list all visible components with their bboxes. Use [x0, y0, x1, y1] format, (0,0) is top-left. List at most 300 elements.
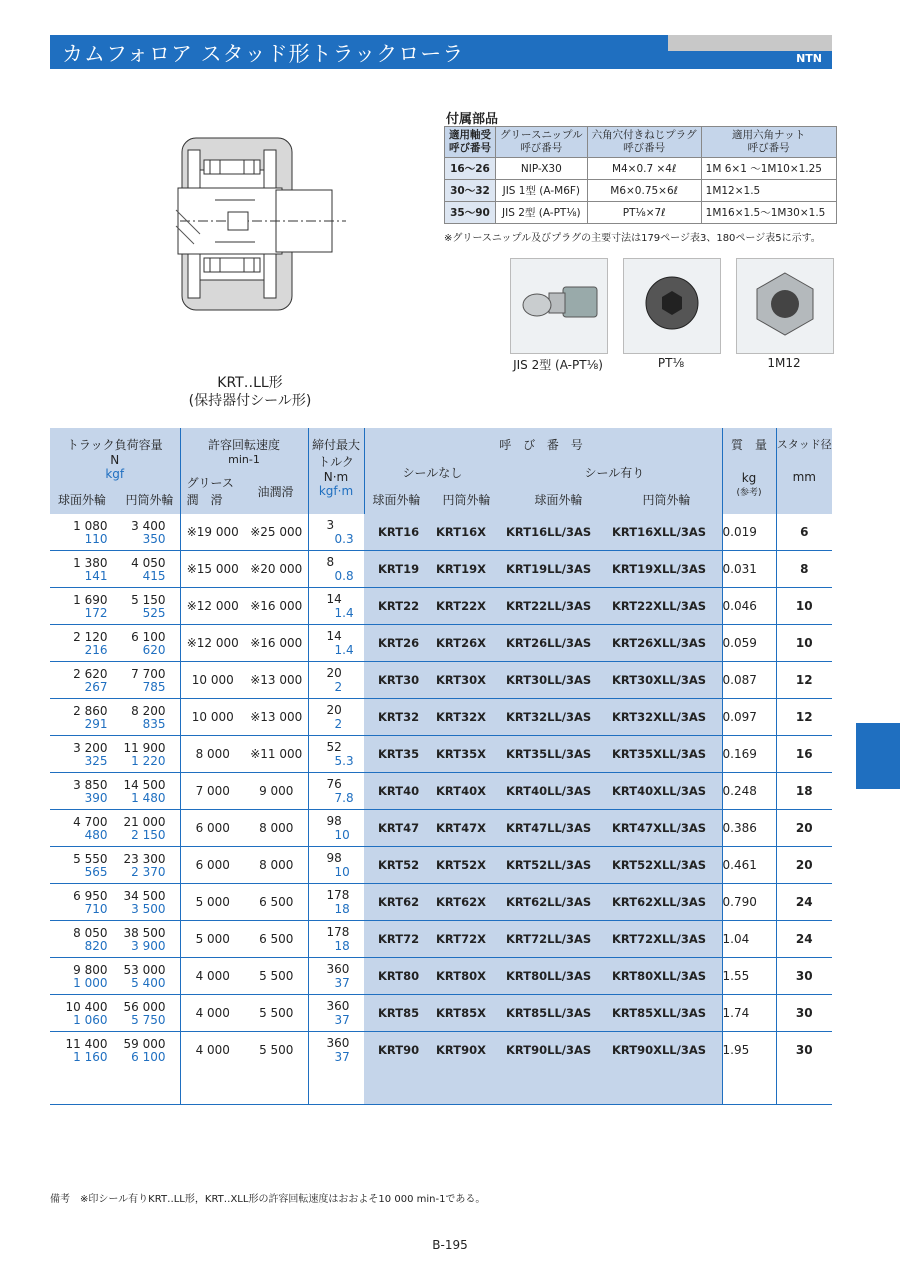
code-seal-spherical: KRT52LL/3AS	[502, 847, 606, 884]
table-row	[50, 995, 832, 1032]
code-noseal-cylindrical: KRT22X	[430, 588, 502, 625]
load-kgf-spherical: 1 060	[73, 1013, 108, 1027]
code-seal-cylindrical: KRT52XLL/3AS	[606, 847, 722, 884]
header-code-sub4: 円筒外輪	[642, 493, 691, 507]
page-title: カムフォロア スタッド形トラックローラ	[62, 42, 465, 66]
acc-row	[445, 202, 837, 224]
mass: 1.95	[722, 1032, 776, 1069]
torque-nm: 3	[326, 518, 335, 532]
header-speed-title: 許容回転速度	[208, 438, 281, 452]
load-n-cylindrical: 34 500	[123, 889, 166, 903]
load-capacity	[50, 958, 180, 995]
load-n-spherical: 6 950	[73, 889, 108, 903]
table-row	[50, 1032, 832, 1069]
acc-nipple: JIS 1型 (A-M6F)	[496, 180, 588, 202]
load-kgf-spherical: 1 000	[73, 976, 108, 990]
load-n-cylindrical: 11 900	[123, 741, 166, 755]
mass: 0.461	[722, 847, 776, 884]
load-n-cylindrical: 59 000	[123, 1037, 166, 1051]
load-kgf-spherical: 216	[84, 643, 108, 657]
load-kgf-cylindrical: 1 220	[131, 754, 166, 768]
mass: 0.386	[722, 810, 776, 847]
stud-diameter: 12	[776, 699, 832, 736]
hex-nut-icon	[737, 259, 833, 353]
acc-range: 16〜26	[445, 158, 496, 180]
torque-kgfm: 10	[334, 865, 350, 879]
torque	[308, 921, 364, 958]
torque-kgfm: 7.8	[334, 791, 354, 805]
load-n-spherical: 10 400	[65, 1000, 108, 1014]
code-noseal-cylindrical: KRT30X	[430, 662, 502, 699]
torque	[308, 773, 364, 810]
code-seal-cylindrical: KRT85XLL/3AS	[606, 995, 722, 1032]
acc-nut: 1M12×1.5	[701, 180, 836, 202]
code-seal-spherical: KRT47LL/3AS	[502, 810, 606, 847]
code-noseal-spherical: KRT32	[364, 699, 430, 736]
acc-header-nipple: グリースニップル 呼び番号	[496, 127, 588, 158]
header-code-sub1: 球面外輪	[372, 493, 421, 507]
header-speed-unit: min-1	[228, 453, 260, 466]
header-speed-oil: 油潤滑	[257, 485, 294, 499]
mass: 0.046	[722, 588, 776, 625]
load-kgf-cylindrical: 525	[142, 606, 166, 620]
plug-photo	[623, 258, 721, 354]
stud-diameter: 20	[776, 810, 832, 847]
code-seal-cylindrical: KRT62XLL/3AS	[606, 884, 722, 921]
torque-nm: 8	[326, 555, 335, 569]
acc-nut: 1M16×1.5〜1M30×1.5	[701, 202, 836, 224]
torque-kgfm: 0.3	[334, 532, 354, 546]
load-n-cylindrical: 4 050	[131, 556, 166, 570]
torque-nm: 14	[326, 629, 342, 643]
stud-diameter: 30	[776, 1032, 832, 1069]
load-n-cylindrical: 56 000	[123, 1000, 166, 1014]
header-mass	[722, 428, 776, 514]
torque	[308, 736, 364, 773]
speed-grease: 4 000	[180, 995, 245, 1032]
code-noseal-cylindrical: KRT62X	[430, 884, 502, 921]
photo-caption: PT⅛	[657, 356, 685, 370]
load-capacity	[50, 995, 180, 1032]
load-n-cylindrical: 7 700	[131, 667, 166, 681]
speed-oil: 5 500	[259, 1043, 294, 1057]
code-seal-spherical: KRT19LL/3AS	[502, 551, 606, 588]
torque-nm: 76	[326, 777, 342, 791]
load-n-cylindrical: 14 500	[123, 778, 166, 792]
code-noseal-cylindrical: KRT90X	[430, 1032, 502, 1069]
drawing-caption	[150, 374, 350, 410]
stud-diameter: 24	[776, 884, 832, 921]
torque	[308, 588, 364, 625]
load-capacity	[50, 736, 180, 773]
torque-nm: 98	[326, 851, 342, 865]
load-n-spherical: 4 700	[73, 815, 108, 829]
code-noseal-spherical: KRT72	[364, 921, 430, 958]
load-kgf-spherical: 1 160	[73, 1050, 108, 1064]
acc-row	[445, 180, 837, 202]
load-capacity	[50, 662, 180, 699]
code-seal-spherical: KRT32LL/3AS	[502, 699, 606, 736]
code-seal-spherical: KRT62LL/3AS	[502, 884, 606, 921]
code-seal-cylindrical: KRT40XLL/3AS	[606, 773, 722, 810]
header-code-sub2: 円筒外輪	[442, 493, 491, 507]
torque-nm: 14	[326, 592, 342, 606]
load-kgf-cylindrical: 415	[142, 569, 166, 583]
speed-oil: 8 000	[245, 847, 308, 884]
table-row	[50, 921, 832, 958]
mass: 0.248	[722, 773, 776, 810]
code-noseal-spherical: KRT16	[364, 514, 430, 551]
code-seal-spherical: KRT22LL/3AS	[502, 588, 606, 625]
header-torque-title: 締付最大 トルク	[312, 438, 361, 469]
speed-grease: 10 000	[180, 699, 245, 736]
load-capacity	[50, 625, 180, 662]
header-mass-unit: kg	[741, 471, 757, 485]
speed-grease: ※19 000	[180, 514, 245, 551]
load-kgf-cylindrical: 3 500	[131, 902, 166, 916]
speed-grease: 6 000	[180, 847, 245, 884]
mass: 1.74	[722, 995, 776, 1032]
torque	[308, 514, 364, 551]
speed-grease: 8 000	[180, 736, 245, 773]
code-seal-spherical: KRT80LL/3AS	[502, 958, 606, 995]
load-capacity	[50, 884, 180, 921]
load-kgf-cylindrical: 5 750	[131, 1013, 166, 1027]
spec-table	[50, 428, 832, 1105]
code-seal-spherical: KRT30LL/3AS	[502, 662, 606, 699]
code-noseal-cylindrical: KRT52X	[430, 847, 502, 884]
load-capacity	[50, 1032, 180, 1069]
speed-grease: 6 000	[180, 810, 245, 847]
load-kgf-cylindrical: 2 150	[131, 828, 166, 842]
acc-plug: M4×0.7 ×4ℓ	[587, 158, 701, 180]
load-kgf-cylindrical: 350	[142, 532, 166, 546]
acc-plug: M6×0.75×6ℓ	[587, 180, 701, 202]
load-kgf-spherical: 565	[84, 865, 108, 879]
load-n-spherical: 11 400	[65, 1037, 108, 1051]
torque	[308, 884, 364, 921]
code-seal-spherical: KRT26LL/3AS	[502, 625, 606, 662]
header-load-unit-n: N	[110, 453, 120, 467]
speed-grease: ※12 000	[180, 625, 245, 662]
speed-oil: 8 000	[245, 810, 308, 847]
drawing-caption-line1: KRT‥LL形	[217, 375, 283, 391]
title-bar-gray	[668, 35, 832, 51]
speed-grease: 4 000	[180, 1032, 245, 1069]
speed-oil: ※13 000	[245, 699, 308, 736]
speed-oil: ※16 000	[245, 625, 308, 662]
torque-nm: 20	[326, 666, 342, 680]
grease-nipple-photo	[510, 258, 608, 354]
code-seal-cylindrical: KRT32XLL/3AS	[606, 699, 722, 736]
torque-kgfm: 2	[334, 680, 343, 694]
code-noseal-cylindrical: KRT26X	[430, 625, 502, 662]
table-row	[50, 773, 832, 810]
speed-oil: ※20 000	[245, 551, 308, 588]
stud-diameter: 10	[776, 625, 832, 662]
header-speed	[180, 428, 308, 514]
load-kgf-cylindrical: 620	[142, 643, 166, 657]
torque-nm: 360	[326, 999, 350, 1013]
torque	[308, 995, 364, 1032]
load-kgf-spherical: 172	[84, 606, 108, 620]
speed-oil: ※13 000	[245, 662, 308, 699]
accessories-note: ※グリースニップル及びプラグの主要寸法は179ページ表3、180ページ表5に示す。	[444, 233, 821, 244]
acc-header-nut: 適用六角ナット 呼び番号	[701, 127, 836, 158]
stud-diameter: 8	[776, 551, 832, 588]
table-row	[50, 551, 832, 588]
load-n-cylindrical: 6 100	[131, 630, 166, 644]
header-mass-title: 質 量	[731, 438, 768, 452]
load-n-spherical: 1 380	[73, 556, 108, 570]
page-number: B-195	[432, 1238, 468, 1252]
torque-nm: 178	[326, 888, 350, 902]
torque-kgfm: 2	[334, 717, 343, 731]
stud-diameter: 6	[776, 514, 832, 551]
load-kgf-spherical: 291	[84, 717, 108, 731]
torque	[308, 625, 364, 662]
load-kgf-spherical: 267	[84, 680, 108, 694]
torque-kgfm: 10	[334, 828, 350, 842]
table-row	[50, 958, 832, 995]
header-speed-grease: グリース 潤 滑	[186, 476, 234, 507]
load-kgf-cylindrical: 5 400	[131, 976, 166, 990]
load-n-cylindrical: 53 000	[123, 963, 166, 977]
code-seal-cylindrical: KRT19XLL/3AS	[606, 551, 722, 588]
code-seal-cylindrical: KRT35XLL/3AS	[606, 736, 722, 773]
code-noseal-spherical: KRT26	[364, 625, 430, 662]
load-n-cylindrical: 23 300	[123, 852, 166, 866]
header-mass-ref: (参考)	[736, 488, 762, 498]
torque-nm: 98	[326, 814, 342, 828]
torque-kgfm: 1.4	[334, 643, 354, 657]
header-load-sub1: 球面外輪	[58, 493, 107, 507]
stud-diameter: 30	[776, 958, 832, 995]
mass: 0.031	[722, 551, 776, 588]
header-load-sub2: 円筒外輪	[125, 493, 174, 507]
mass: 1.55	[722, 958, 776, 995]
table-row	[50, 810, 832, 847]
acc-nipple: JIS 2型 (A-PT⅛)	[496, 202, 588, 224]
mass: 1.04	[722, 921, 776, 958]
load-kgf-spherical: 480	[84, 828, 108, 842]
acc-header-range: 適用軸受 呼び番号	[445, 127, 496, 158]
load-kgf-cylindrical: 835	[142, 717, 166, 731]
header-load	[50, 428, 180, 514]
header-dia-title: スタッド径	[776, 438, 832, 451]
load-capacity	[50, 699, 180, 736]
load-n-cylindrical: 38 500	[123, 926, 166, 940]
load-kgf-spherical: 820	[84, 939, 108, 953]
torque	[308, 551, 364, 588]
torque-kgfm: 5.3	[334, 754, 354, 768]
code-seal-spherical: KRT72LL/3AS	[502, 921, 606, 958]
code-seal-cylindrical: KRT22XLL/3AS	[606, 588, 722, 625]
torque-nm: 178	[326, 925, 350, 939]
mass: 0.169	[722, 736, 776, 773]
load-kgf-cylindrical: 785	[142, 680, 166, 694]
header-dia-unit: mm	[792, 470, 816, 484]
stud-diameter: 12	[776, 662, 832, 699]
code-noseal-cylindrical: KRT16X	[430, 514, 502, 551]
header-code-noseal: シールなし	[402, 466, 463, 480]
code-noseal-cylindrical: KRT19X	[430, 551, 502, 588]
code-noseal-spherical: KRT35	[364, 736, 430, 773]
acc-plug: PT⅛×7ℓ	[587, 202, 701, 224]
speed-grease: 4 000	[180, 958, 245, 995]
load-n-spherical: 2 120	[73, 630, 108, 644]
table-row	[50, 847, 832, 884]
load-n-cylindrical: 8 200	[131, 704, 166, 718]
speed-oil: 5 500	[245, 995, 308, 1032]
load-capacity	[50, 588, 180, 625]
load-n-spherical: 3 850	[73, 778, 108, 792]
acc-nut: 1M 6×1 〜1M10×1.25	[701, 158, 836, 180]
torque	[308, 810, 364, 847]
table-row	[50, 625, 832, 662]
speed-oil: 6 500	[245, 921, 308, 958]
load-capacity	[50, 514, 180, 551]
torque-kgfm: 18	[334, 902, 350, 916]
load-n-spherical: 5 550	[73, 852, 108, 866]
title-bar	[50, 35, 668, 69]
acc-range: 30〜32	[445, 180, 496, 202]
load-n-spherical: 9 800	[73, 963, 108, 977]
mass: 0.019	[722, 514, 776, 551]
photo-caption: 1M12	[767, 356, 801, 370]
stud-diameter: 10	[776, 588, 832, 625]
load-kgf-spherical: 325	[84, 754, 108, 768]
speed-oil: 6 500	[245, 884, 308, 921]
mass: 0.087	[722, 662, 776, 699]
acc-range: 35〜90	[445, 202, 496, 224]
stud-diameter: 20	[776, 847, 832, 884]
code-seal-cylindrical: KRT47XLL/3AS	[606, 810, 722, 847]
torque	[308, 847, 364, 884]
torque-kgfm: 0.8	[334, 569, 354, 583]
load-kgf-spherical: 390	[84, 791, 108, 805]
acc-nipple: NIP-X30	[496, 158, 588, 180]
load-kgf-cylindrical: 1 480	[131, 791, 166, 805]
acc-header-plug: 六角穴付きねじプラグ 呼び番号	[587, 127, 701, 158]
header-torque	[308, 428, 364, 514]
load-n-cylindrical: 21 000	[123, 815, 166, 829]
header-code-sub3: 球面外輪	[534, 493, 583, 507]
table-row	[50, 588, 832, 625]
hex-plug-icon	[624, 259, 720, 353]
table-row	[50, 699, 832, 736]
header-torque-unit1: N·m	[323, 470, 349, 484]
header-code	[364, 428, 722, 514]
speed-oil: ※16 000	[245, 588, 308, 625]
load-kgf-cylindrical: 3 900	[131, 939, 166, 953]
torque	[308, 958, 364, 995]
code-noseal-cylindrical: KRT32X	[430, 699, 502, 736]
side-tab	[856, 723, 900, 789]
speed-grease: ※12 000	[180, 588, 245, 625]
stud-diameter: 18	[776, 773, 832, 810]
torque-nm: 360	[326, 962, 350, 976]
mass: 0.059	[722, 625, 776, 662]
code-seal-cylindrical: KRT26XLL/3AS	[606, 625, 722, 662]
code-seal-spherical: KRT35LL/3AS	[502, 736, 606, 773]
header-load-title: トラック負荷容量	[66, 438, 163, 452]
torque	[308, 699, 364, 736]
code-noseal-spherical: KRT22	[364, 588, 430, 625]
photo-caption: JIS 2型 (A-PT⅛)	[513, 358, 603, 372]
code-noseal-cylindrical: KRT85X	[430, 995, 502, 1032]
stud-diameter: 24	[776, 921, 832, 958]
code-seal-cylindrical: KRT80XLL/3AS	[606, 958, 722, 995]
accessories-table	[444, 126, 837, 224]
load-n-spherical: 1 690	[73, 593, 108, 607]
load-capacity	[50, 921, 180, 958]
load-kgf-spherical: 110	[84, 532, 108, 546]
torque-kgfm: 18	[334, 939, 350, 953]
load-n-cylindrical: 3 400	[131, 519, 166, 533]
torque-kgfm: 1.4	[334, 606, 354, 620]
load-kgf-spherical: 710	[84, 902, 108, 916]
accessories-title: 付属部品	[446, 112, 499, 127]
table-row	[50, 662, 832, 699]
torque	[308, 1032, 364, 1069]
load-kgf-cylindrical: 2 370	[131, 865, 166, 879]
grease-nipple-icon	[511, 259, 607, 353]
table-row	[50, 514, 832, 551]
speed-oil: 5 500	[245, 958, 308, 995]
code-seal-cylindrical: KRT72XLL/3AS	[606, 921, 722, 958]
speed-grease: 5 000	[180, 921, 245, 958]
load-n-spherical: 1 080	[73, 519, 108, 533]
brand-label: NTN	[796, 52, 822, 65]
hex-nut-photo	[736, 258, 834, 354]
code-noseal-cylindrical: KRT80X	[430, 958, 502, 995]
code-seal-spherical: KRT40LL/3AS	[502, 773, 606, 810]
code-noseal-cylindrical: KRT72X	[430, 921, 502, 958]
speed-oil: 9 000	[245, 773, 308, 810]
code-noseal-spherical: KRT85	[364, 995, 430, 1032]
torque-nm: 52	[326, 740, 342, 754]
torque-nm: 20	[326, 703, 342, 717]
header-load-unit-kgf: kgf	[105, 467, 125, 481]
torque-kgfm: 37	[334, 1050, 350, 1064]
code-seal-cylindrical: KRT90XLL/3AS	[606, 1032, 722, 1069]
speed-grease: 7 000	[180, 773, 245, 810]
cam-follower-drawing	[160, 130, 350, 320]
code-seal-spherical: KRT16LL/3AS	[502, 514, 606, 551]
load-capacity	[50, 551, 180, 588]
code-seal-cylindrical: KRT30XLL/3AS	[606, 662, 722, 699]
header-code-title: 呼 び 番 号	[499, 438, 587, 452]
load-n-spherical: 3 200	[73, 741, 108, 755]
footnote: 備考 ※印シール有りKRT‥LL形，KRT‥XLL形の許容回転速度はおおよそ10 000 min-1である。	[50, 1194, 486, 1205]
code-noseal-spherical: KRT52	[364, 847, 430, 884]
code-noseal-spherical: KRT62	[364, 884, 430, 921]
header-code-seal: シール有り	[584, 466, 645, 480]
mass: 0.790	[722, 884, 776, 921]
code-noseal-spherical: KRT80	[364, 958, 430, 995]
code-noseal-spherical: KRT47	[364, 810, 430, 847]
header-torque-unit2: kgf·m	[318, 484, 354, 498]
header-dia	[776, 428, 832, 514]
table-filler	[50, 1068, 832, 1105]
speed-oil: ※11 000	[245, 736, 308, 773]
code-noseal-cylindrical: KRT40X	[430, 773, 502, 810]
torque-kgfm: 37	[334, 1013, 350, 1027]
code-seal-cylindrical: KRT16XLL/3AS	[606, 514, 722, 551]
load-kgf-spherical: 141	[84, 569, 108, 583]
stud-diameter: 30	[776, 995, 832, 1032]
